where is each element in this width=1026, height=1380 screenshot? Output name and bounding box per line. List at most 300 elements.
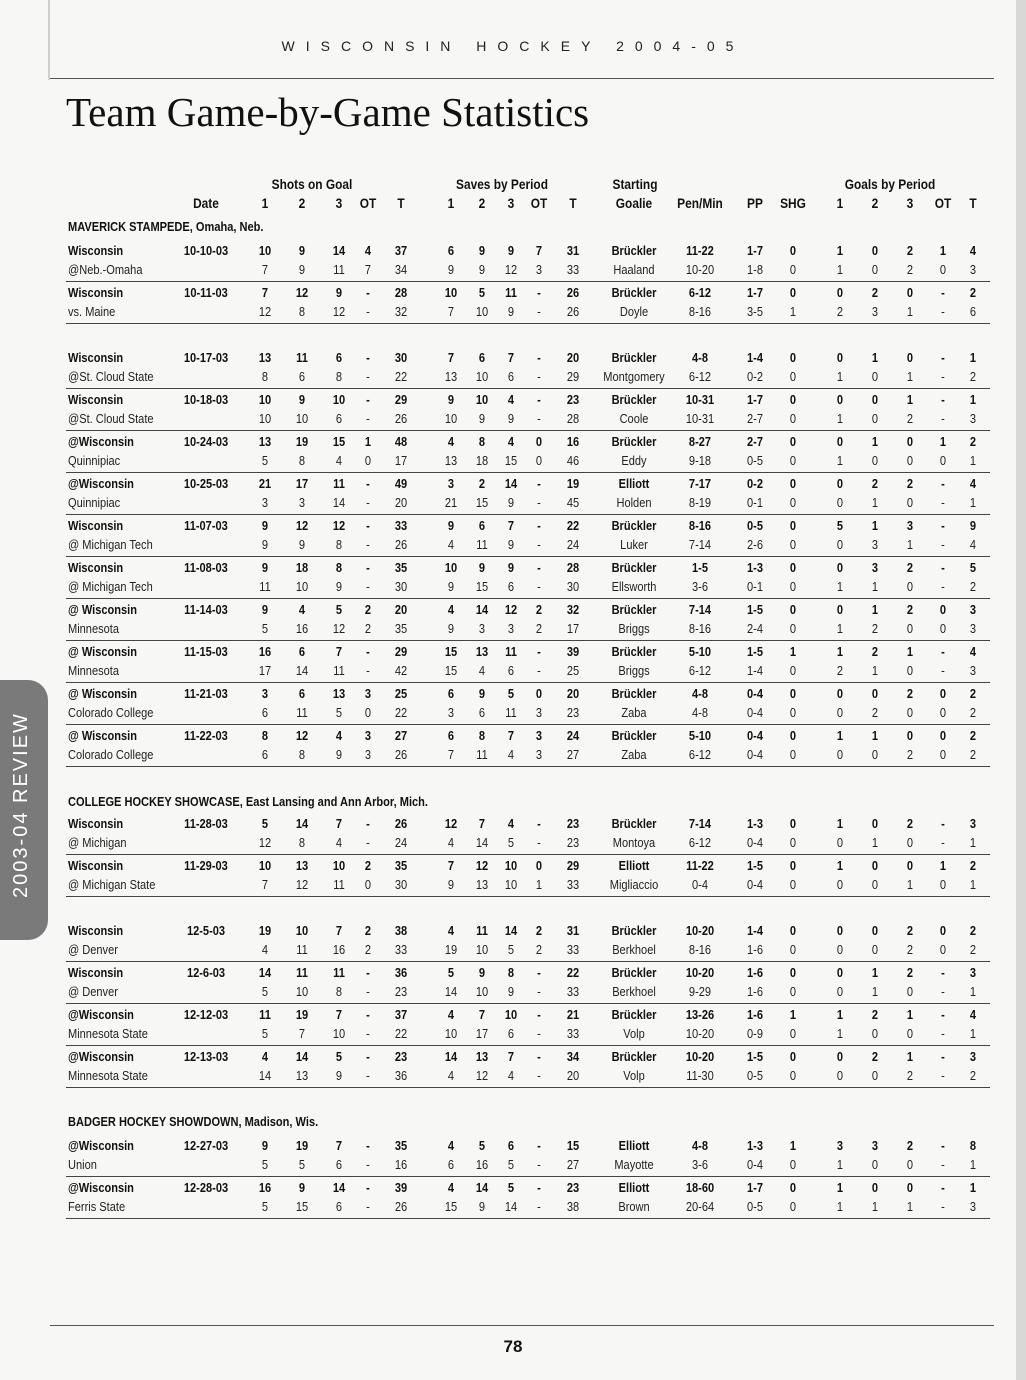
cell-vot: -: [537, 1049, 541, 1064]
cell-pp: 0-4: [747, 686, 763, 701]
cell-g1: 1: [836, 728, 844, 743]
cell-v1: 14: [444, 984, 458, 999]
cell-v1: 4: [447, 1007, 455, 1022]
cell-s2: 9: [298, 243, 306, 258]
cell-s2: 16: [295, 621, 309, 636]
cell-g1: 1: [836, 453, 844, 468]
cell-date: 10-18-03: [183, 392, 229, 407]
cell-s2: 9: [298, 262, 306, 277]
cell-v2: 6: [478, 350, 486, 365]
cell-date: 11-14-03: [184, 602, 228, 617]
cell-goalie: Brückler: [611, 518, 657, 533]
cell-goalie: Eddy: [621, 453, 647, 468]
cell-g3: 2: [906, 686, 914, 701]
cell-g2: 0: [871, 1026, 879, 1041]
wisconsin-line: [66, 816, 990, 834]
cell-st: 48: [394, 434, 408, 449]
cell-g2: 1: [871, 518, 879, 533]
cell-s1: 16: [258, 644, 272, 659]
cell-shg: 0: [789, 262, 797, 277]
cell-goalie: Zaba: [621, 705, 647, 720]
cell-s1: 7: [261, 262, 269, 277]
cell-g2: 0: [871, 858, 879, 873]
cell-goalie: Holden: [616, 495, 652, 510]
cell-s3: 10: [332, 392, 346, 407]
cell-s3: 5: [335, 1049, 343, 1064]
cell-s3: 8: [335, 369, 343, 384]
cell-date: 10-10-03: [183, 243, 229, 258]
column-header-vt: T: [569, 195, 577, 211]
column-header-g2: 2: [871, 195, 879, 211]
cell-g1: 1: [836, 816, 844, 831]
cell-g1: 0: [836, 392, 844, 407]
cell-vot: 2: [535, 942, 543, 957]
cell-s2: 12: [295, 285, 309, 300]
cell-gt: 2: [969, 923, 977, 938]
cell-gt: 2: [969, 369, 977, 384]
cell-v3: 7: [507, 518, 515, 533]
cell-v1: 6: [447, 686, 455, 701]
cell-goalie: Brückler: [611, 728, 657, 743]
cell-vot: -: [537, 984, 541, 999]
cell-s2: 7: [298, 1026, 306, 1041]
cell-v3: 5: [507, 835, 515, 850]
cell-name: Union: [68, 1157, 97, 1172]
cell-penmin: 8-16: [688, 942, 712, 957]
opponent-line: [66, 942, 990, 960]
cell-gt: 3: [969, 1199, 977, 1214]
cell-name: Colorado College: [68, 705, 154, 720]
cell-gt: 4: [969, 243, 977, 258]
cell-shg: 0: [789, 728, 797, 743]
cell-v3: 9: [507, 411, 515, 426]
cell-shg: 0: [789, 476, 797, 491]
cell-pp: 1-4: [747, 923, 763, 938]
cell-g2: 0: [871, 686, 879, 701]
cell-st: 42: [394, 663, 408, 678]
cell-vot: -: [537, 644, 541, 659]
cell-s2: 18: [295, 560, 309, 575]
game-row: [66, 392, 990, 434]
cell-got: -: [941, 518, 945, 533]
cell-s1: 11: [259, 579, 271, 594]
cell-shg: 0: [789, 747, 797, 762]
cell-st: 22: [394, 369, 408, 384]
cell-gt: 6: [969, 304, 977, 319]
cell-g3: 2: [906, 747, 914, 762]
cell-g1: 1: [836, 621, 844, 636]
cell-v2: 8: [478, 434, 486, 449]
cell-vt: 33: [566, 984, 580, 999]
cell-vot: -: [537, 1138, 541, 1153]
cell-s3: 9: [335, 1068, 343, 1083]
cell-s2: 13: [295, 1068, 309, 1083]
cell-got: -: [941, 1138, 945, 1153]
cell-penmin: 7-14: [688, 602, 712, 617]
cell-s3: 11: [333, 476, 345, 491]
cell-shg: 0: [789, 663, 797, 678]
opponent-line: [66, 411, 990, 429]
cell-got: -: [941, 1068, 945, 1083]
cell-g2: 1: [871, 350, 879, 365]
cell-got: 0: [939, 453, 947, 468]
cell-pp: 0-5: [747, 518, 763, 533]
cell-penmin: 10-20: [685, 1026, 715, 1041]
cell-goalie: Zaba: [621, 747, 647, 762]
cell-vot: -: [537, 411, 541, 426]
cell-v2: 7: [478, 1007, 486, 1022]
cell-vt: 19: [566, 476, 580, 491]
cell-pp: 1-6: [747, 942, 763, 957]
cell-penmin: 10-20: [685, 923, 715, 938]
cell-v1: 15: [444, 644, 458, 659]
cell-v1: 7: [447, 858, 455, 873]
cell-g3: 2: [906, 942, 914, 957]
cell-penmin: 10-20: [685, 262, 715, 277]
cell-s1: 3: [261, 686, 269, 701]
cell-penmin: 1-5: [692, 560, 708, 575]
row-divider: [66, 472, 990, 473]
cell-name: Wisconsin: [68, 518, 124, 533]
cell-name: Wisconsin: [68, 816, 124, 831]
cell-st: 30: [394, 877, 408, 892]
cell-shg: 0: [789, 392, 797, 407]
cell-g1: 0: [836, 560, 844, 575]
cell-vot: -: [537, 816, 541, 831]
cell-s2: 3: [298, 495, 306, 510]
cell-v3: 6: [507, 1138, 515, 1153]
opponent-line: [66, 304, 990, 322]
cell-g3: 1: [906, 537, 914, 552]
cell-s3: 12: [332, 621, 346, 636]
cell-vt: 15: [566, 1138, 580, 1153]
row-divider: [66, 598, 990, 599]
cell-v2: 10: [475, 984, 489, 999]
cell-vot: -: [537, 476, 541, 491]
cell-vt: 38: [566, 1199, 580, 1214]
cell-s3: 14: [332, 495, 346, 510]
cell-v3: 3: [507, 621, 515, 636]
cell-gt: 8: [969, 1138, 977, 1153]
cell-pp: 0-1: [747, 579, 763, 594]
cell-s3: 8: [335, 984, 343, 999]
cell-s1: 4: [261, 942, 269, 957]
cell-vt: 33: [566, 942, 580, 957]
cell-s3: 9: [335, 747, 343, 762]
row-divider: [66, 854, 990, 855]
cell-st: 30: [394, 350, 408, 365]
cell-v2: 12: [475, 1068, 489, 1083]
cell-shg: 1: [789, 644, 797, 659]
cell-v1: 7: [447, 350, 455, 365]
cell-st: 36: [394, 965, 408, 980]
cell-shg: 0: [789, 1049, 797, 1064]
cell-name: @ Michigan Tech: [68, 579, 153, 594]
cell-s2: 8: [298, 453, 306, 468]
cell-name: Wisconsin: [68, 243, 124, 258]
cell-pp: 1-7: [747, 392, 763, 407]
cell-vt: 34: [566, 1049, 580, 1064]
cell-s2: 12: [295, 877, 309, 892]
cell-s3: 7: [335, 644, 343, 659]
cell-g1: 0: [836, 923, 844, 938]
cell-date: 12-6-03: [186, 965, 226, 980]
opponent-line: [66, 705, 990, 723]
cell-g2: 0: [871, 747, 879, 762]
cell-gt: 1: [969, 392, 977, 407]
wisconsin-line: [66, 560, 990, 578]
cell-goalie: Volp: [623, 1026, 645, 1041]
cell-g3: 1: [906, 644, 914, 659]
cell-goalie: Montoya: [612, 835, 656, 850]
cell-sot: 2: [364, 923, 372, 938]
cell-v2: 15: [475, 579, 489, 594]
cell-g1: 0: [836, 1068, 844, 1083]
cell-goalie: Elliott: [618, 476, 650, 491]
game-row: [66, 923, 990, 965]
cell-sot: -: [366, 411, 370, 426]
cell-g1: 0: [836, 350, 844, 365]
cell-v2: 10: [475, 942, 489, 957]
wisconsin-line: [66, 728, 990, 746]
cell-sot: -: [366, 1007, 370, 1022]
cell-s2: 10: [295, 411, 309, 426]
cell-shg: 1: [789, 304, 797, 319]
cell-vt: 23: [566, 816, 580, 831]
cell-g3: 2: [906, 602, 914, 617]
cell-shg: 0: [789, 877, 797, 892]
cell-v2: 11: [476, 747, 488, 762]
cell-shg: 0: [789, 537, 797, 552]
cell-st: 26: [394, 816, 408, 831]
cell-vt: 23: [566, 705, 580, 720]
row-divider: [66, 682, 990, 683]
cell-name: @Wisconsin: [68, 1138, 134, 1153]
cell-s1: 6: [261, 705, 269, 720]
cell-s1: 5: [261, 1199, 269, 1214]
cell-s2: 19: [295, 1138, 309, 1153]
game-row: [66, 434, 990, 476]
cell-v1: 6: [447, 243, 455, 258]
opponent-line: [66, 747, 990, 765]
cell-s1: 10: [258, 392, 272, 407]
cell-v3: 12: [504, 602, 518, 617]
cell-name: vs. Maine: [68, 304, 116, 319]
cell-v1: 12: [444, 816, 458, 831]
cell-got: 1: [939, 434, 947, 449]
cell-vot: 2: [535, 602, 543, 617]
cell-g3: 0: [906, 1157, 914, 1172]
cell-sot: -: [366, 537, 370, 552]
cell-gt: 3: [969, 663, 977, 678]
cell-g3: 2: [906, 411, 914, 426]
row-divider: [66, 1176, 990, 1177]
cell-s2: 6: [298, 686, 306, 701]
cell-g3: 2: [906, 262, 914, 277]
cell-v3: 9: [507, 243, 515, 258]
cell-s1: 5: [261, 1026, 269, 1041]
cell-sot: -: [366, 285, 370, 300]
cell-got: 0: [939, 728, 947, 743]
cell-v3: 11: [505, 285, 517, 300]
cell-shg: 0: [789, 816, 797, 831]
cell-sot: 2: [364, 858, 372, 873]
cell-s2: 15: [295, 1199, 309, 1214]
cell-g1: 5: [836, 518, 844, 533]
cell-date: 12-5-03: [186, 923, 226, 938]
cell-got: 0: [939, 923, 947, 938]
cell-v1: 4: [447, 434, 455, 449]
cell-g1: 1: [836, 369, 844, 384]
cell-g2: 2: [871, 1049, 879, 1064]
cell-gt: 2: [969, 858, 977, 873]
cell-g1: 0: [836, 602, 844, 617]
cell-v2: 14: [475, 602, 489, 617]
cell-v2: 9: [478, 243, 486, 258]
cell-goalie: Migliaccio: [609, 877, 659, 892]
cell-name: Minnesota State: [68, 1068, 148, 1083]
cell-s3: 8: [335, 560, 343, 575]
cell-penmin: 8-16: [688, 518, 712, 533]
opponent-line: [66, 1199, 990, 1217]
cell-vt: 22: [566, 518, 580, 533]
cell-vt: 20: [566, 686, 580, 701]
cell-pp: 1-6: [747, 1007, 763, 1022]
game-row: [66, 1049, 990, 1091]
row-divider: [66, 281, 990, 282]
cell-pp: 1-5: [747, 858, 763, 873]
cell-goalie: Haaland: [613, 262, 655, 277]
cell-vt: 21: [566, 1007, 580, 1022]
cell-s1: 21: [258, 476, 272, 491]
cell-g3: 2: [906, 816, 914, 831]
cell-shg: 0: [789, 434, 797, 449]
cell-v2: 3: [478, 621, 486, 636]
cell-g3: 2: [906, 965, 914, 980]
cell-s3: 4: [335, 453, 343, 468]
cell-pp: 1-5: [747, 644, 763, 659]
cell-s1: 10: [258, 411, 272, 426]
cell-g2: 0: [871, 243, 879, 258]
cell-name: @ Wisconsin: [68, 602, 138, 617]
cell-vt: 23: [566, 392, 580, 407]
cell-penmin: 13-26: [685, 1007, 715, 1022]
cell-v2: 15: [475, 495, 489, 510]
cell-gt: 5: [969, 560, 977, 575]
cell-v3: 6: [507, 369, 515, 384]
wisconsin-line: [66, 350, 990, 368]
cell-v3: 6: [507, 663, 515, 678]
cell-s1: 5: [261, 1157, 269, 1172]
cell-date: 11-28-03: [184, 816, 228, 831]
cell-g2: 1: [871, 965, 879, 980]
cell-v1: 5: [447, 965, 455, 980]
cell-sot: -: [366, 663, 370, 678]
cell-g1: 0: [836, 747, 844, 762]
cell-pp: 1-5: [747, 1049, 763, 1064]
section-title: COLLEGE HOCKEY SHOWCASE, East Lansing and Ann Arbor, Mich.: [68, 794, 428, 809]
row-divider: [66, 556, 990, 557]
cell-s2: 10: [295, 984, 309, 999]
row-divider: [66, 896, 990, 897]
cell-v3: 4: [507, 747, 515, 762]
cell-s1: 13: [258, 350, 272, 365]
row-divider: [66, 640, 990, 641]
cell-s2: 11: [296, 705, 308, 720]
cell-g1: 3: [836, 1138, 844, 1153]
cell-got: -: [941, 392, 945, 407]
cell-date: 10-11-03: [184, 285, 228, 300]
cell-v3: 14: [504, 476, 518, 491]
cell-st: 35: [394, 1138, 408, 1153]
cell-penmin: 4-8: [692, 686, 708, 701]
cell-s2: 19: [295, 1007, 309, 1022]
cell-goalie: Berkhoel: [612, 984, 656, 999]
cell-name: @ Denver: [68, 942, 118, 957]
cell-st: 28: [394, 285, 408, 300]
wisconsin-line: [66, 1138, 990, 1156]
cell-v2: 7: [478, 816, 486, 831]
cell-pp: 0-2: [747, 369, 763, 384]
cell-name: Minnesota State: [68, 1026, 148, 1041]
cell-sot: -: [366, 816, 370, 831]
cell-v2: 14: [475, 835, 489, 850]
cell-gt: 2: [969, 728, 977, 743]
cell-s3: 7: [335, 1138, 343, 1153]
cell-vot: -: [537, 518, 541, 533]
page-edge: [1016, 0, 1026, 1380]
cell-g1: 1: [836, 579, 844, 594]
cell-sot: 3: [364, 686, 372, 701]
cell-goalie: Luker: [620, 537, 648, 552]
cell-got: 0: [939, 621, 947, 636]
cell-s2: 17: [295, 476, 309, 491]
cell-name: Wisconsin: [68, 392, 124, 407]
cell-vt: 33: [566, 1026, 580, 1041]
cell-shg: 0: [789, 1180, 797, 1195]
cell-date: 10-25-03: [183, 476, 229, 491]
cell-v1: 10: [444, 1026, 458, 1041]
cell-shg: 0: [789, 602, 797, 617]
cell-st: 22: [394, 1026, 408, 1041]
row-divider: [66, 766, 990, 767]
cell-s1: 3: [261, 495, 269, 510]
column-header-g1: 1: [836, 195, 844, 211]
cell-g1: 0: [836, 984, 844, 999]
cell-s2: 10: [295, 923, 309, 938]
cell-g3: 1: [906, 304, 914, 319]
cell-sot: 0: [364, 877, 372, 892]
cell-g3: 1: [906, 1049, 914, 1064]
cell-name: Wisconsin: [68, 965, 124, 980]
cell-goalie: Brückler: [611, 816, 657, 831]
cell-st: 33: [394, 518, 408, 533]
cell-goalie: Brückler: [611, 1049, 657, 1064]
cell-gt: 3: [969, 411, 977, 426]
cell-g1: 1: [836, 1026, 844, 1041]
cell-sot: 2: [364, 621, 372, 636]
cell-vt: 28: [566, 411, 580, 426]
cell-s1: 9: [261, 518, 269, 533]
cell-v3: 14: [504, 1199, 518, 1214]
page-number: 78: [503, 1337, 523, 1356]
wisconsin-line: [66, 392, 990, 410]
cell-vot: 3: [535, 262, 543, 277]
cell-penmin: 11-22: [686, 858, 714, 873]
cell-pp: 0-5: [747, 453, 763, 468]
cell-s3: 14: [332, 1180, 346, 1195]
cell-vot: 3: [535, 728, 543, 743]
